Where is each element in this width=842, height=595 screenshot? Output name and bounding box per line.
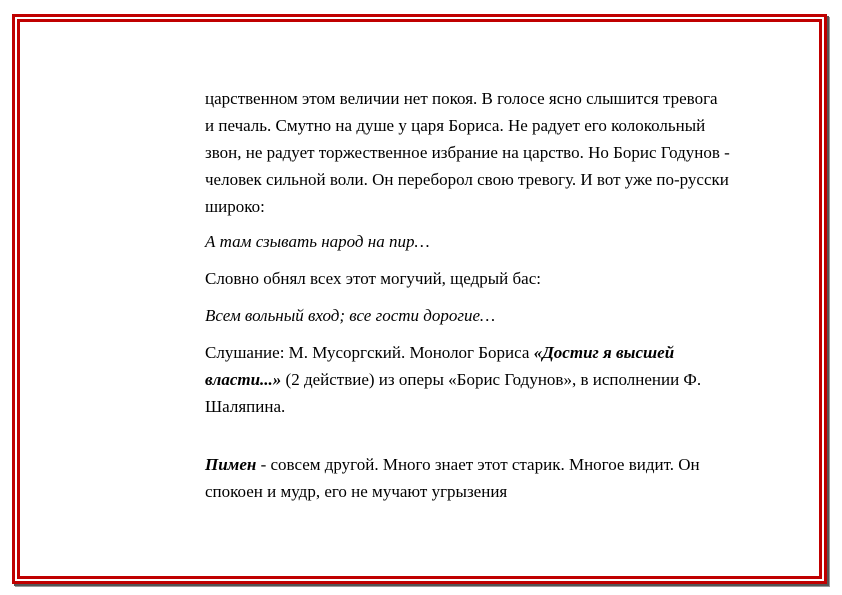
paragraph-bass: Словно обнял всех этот могучий, щедрый бас: [205, 269, 541, 288]
page-text-block [205, 85, 730, 505]
monologue-title: «Достиг я высшей власти...» [205, 343, 675, 389]
listening-prefix: Слушание: М. Мусоргский. Монолог Бориса [205, 343, 534, 362]
pimen-text: - совсем другой. Много знает этот старик. Многое видит. Он спокоен и мудр, его не мучают угрызения [205, 455, 700, 501]
pimen-name: Пимен [205, 455, 257, 474]
paragraph-pimen [205, 451, 730, 505]
paragraph-listening [205, 339, 730, 420]
listening-suffix: (2 действие) из оперы «Борис Годунов», в исполнении Ф. Шаляпина. [205, 370, 702, 416]
paragraph-intro: царственном этом величии нет покоя. В голосе ясно слышится тревога и печаль. Смутно на душе у царя Бориса. Не радует его колокольный звон, не радует торжественное избрание на царство. Но Борис Годунов - человек сильной воли. Он переборол свою тревогу. И вот уже по-русски широко: [205, 89, 730, 216]
quote-guests: Всем вольный вход; все гости дорогие… [205, 306, 496, 325]
quote-feast: А там сзывать народ на пир… [205, 232, 430, 251]
